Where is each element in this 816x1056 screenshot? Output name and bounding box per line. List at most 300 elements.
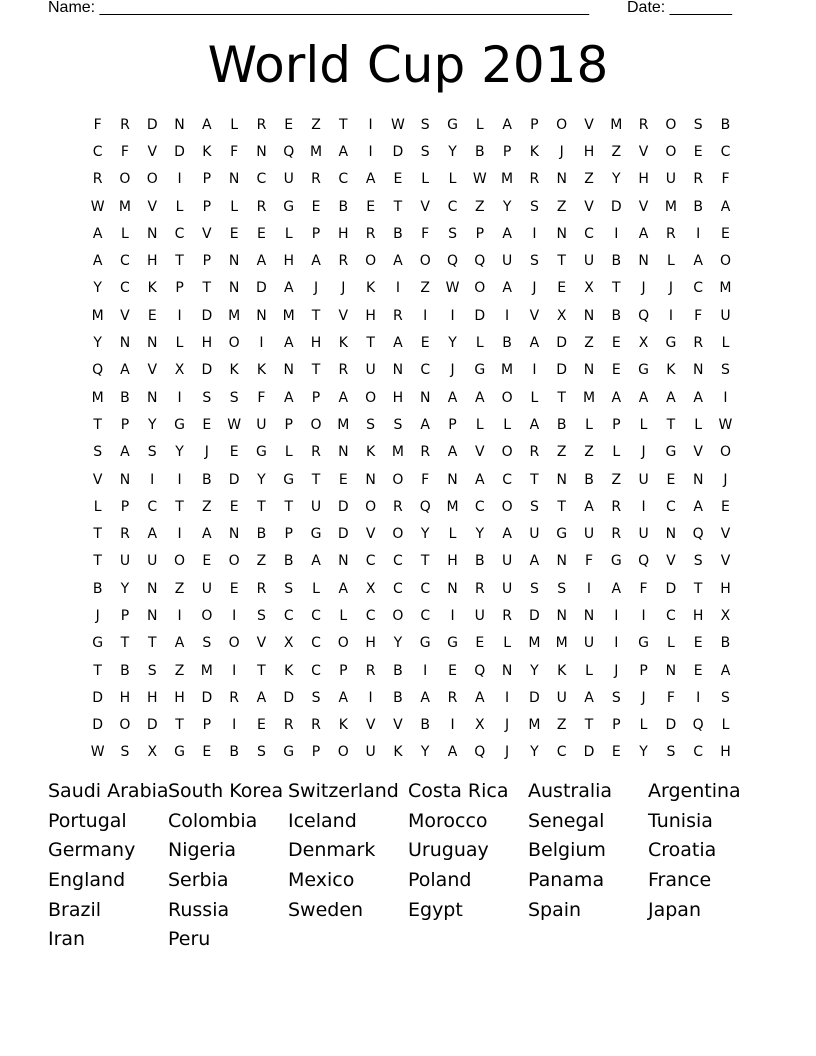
grid-letter[interactable]: S xyxy=(93,444,103,461)
grid-letter[interactable]: I xyxy=(150,471,155,488)
grid-letter[interactable]: C xyxy=(147,498,158,515)
grid-letter[interactable]: Y xyxy=(612,171,621,188)
grid-letter[interactable]: L xyxy=(448,171,457,188)
grid-letter[interactable]: R xyxy=(283,717,294,734)
grid-letter[interactable]: P xyxy=(530,116,539,133)
grid-letter[interactable]: N xyxy=(556,553,567,570)
grid-letter[interactable]: Y xyxy=(639,744,648,761)
grid-letter[interactable]: E xyxy=(666,471,676,488)
grid-letter[interactable]: Y xyxy=(257,471,266,488)
grid-letter[interactable]: B xyxy=(584,471,594,488)
grid-letter[interactable]: S xyxy=(366,416,376,433)
grid-letter[interactable]: Z xyxy=(584,444,594,461)
grid-letter[interactable]: B xyxy=(611,307,622,324)
grid-letter[interactable]: V xyxy=(120,307,130,324)
grid-letter[interactable]: J xyxy=(723,471,728,488)
grid-letter[interactable]: W xyxy=(390,116,405,133)
grid-letter[interactable]: M xyxy=(555,635,568,652)
grid-letter[interactable]: G xyxy=(610,553,622,570)
grid-letter[interactable]: D xyxy=(283,689,295,706)
grid-letter[interactable]: S xyxy=(529,580,539,597)
grid-letter[interactable]: T xyxy=(93,416,102,433)
grid-letter[interactable]: C xyxy=(365,607,376,624)
grid-letter[interactable]: T xyxy=(175,253,184,270)
grid-letter[interactable]: A xyxy=(693,498,703,515)
grid-letter[interactable]: K xyxy=(366,444,376,461)
grid-letter[interactable]: Q xyxy=(692,717,704,734)
grid-letter[interactable]: K xyxy=(229,362,239,379)
grid-letter[interactable]: A xyxy=(338,689,349,706)
grid-letter[interactable]: Z xyxy=(256,553,267,570)
grid-letter[interactable]: I xyxy=(232,662,237,679)
grid-letter[interactable]: D xyxy=(665,717,677,734)
grid-letter[interactable]: M xyxy=(200,662,213,679)
grid-letter[interactable]: A xyxy=(120,362,130,379)
grid-letter[interactable]: S xyxy=(721,362,730,379)
grid-letter[interactable]: R xyxy=(365,662,376,679)
grid-letter[interactable]: T xyxy=(557,498,566,515)
grid-letter[interactable]: N xyxy=(501,662,513,679)
grid-letter[interactable]: R xyxy=(420,444,431,461)
grid-letter[interactable]: A xyxy=(475,471,485,488)
grid-letter[interactable]: A xyxy=(147,526,158,543)
grid-letter[interactable]: A xyxy=(475,689,485,706)
grid-letter[interactable]: Y xyxy=(393,635,403,652)
grid-letter[interactable]: S xyxy=(311,689,321,706)
grid-letter[interactable]: K xyxy=(529,143,539,160)
grid-letter[interactable]: T xyxy=(530,471,539,488)
grid-letter[interactable]: P xyxy=(284,416,293,433)
grid-letter[interactable]: I xyxy=(532,362,537,379)
grid-letter[interactable]: J xyxy=(532,280,537,297)
grid-letter[interactable]: M xyxy=(391,444,404,461)
grid-letter[interactable]: M xyxy=(582,389,596,406)
grid-letter[interactable]: S xyxy=(529,198,539,215)
grid-letter[interactable]: R xyxy=(365,225,376,242)
grid-letter[interactable]: A xyxy=(611,389,622,406)
grid-letter[interactable]: A xyxy=(584,498,594,515)
grid-letter[interactable]: C xyxy=(447,198,458,215)
grid-letter[interactable]: J xyxy=(341,280,346,297)
grid-letter[interactable]: O xyxy=(719,444,731,461)
grid-letter[interactable]: O xyxy=(228,635,240,652)
grid-letter[interactable]: J xyxy=(505,717,510,734)
grid-letter[interactable]: E xyxy=(257,225,266,242)
grid-letter[interactable]: M xyxy=(118,198,131,215)
grid-letter[interactable]: Y xyxy=(93,335,102,352)
grid-letter[interactable]: A xyxy=(529,335,540,352)
grid-letter[interactable]: S xyxy=(202,389,212,406)
grid-letter[interactable]: G xyxy=(447,635,458,652)
grid-letter[interactable]: S xyxy=(120,744,130,761)
grid-letter[interactable]: B xyxy=(120,389,130,406)
grid-letter[interactable]: A xyxy=(256,689,267,706)
grid-letter[interactable]: V xyxy=(202,225,212,242)
grid-letter[interactable]: A xyxy=(529,553,540,570)
grid-letter[interactable]: V xyxy=(420,198,430,215)
grid-letter[interactable]: D xyxy=(174,143,185,160)
grid-letter[interactable]: A xyxy=(338,580,349,597)
grid-letter[interactable]: V xyxy=(92,471,103,488)
grid-letter[interactable]: R xyxy=(693,171,704,188)
grid-letter[interactable]: Z xyxy=(174,662,185,679)
grid-letter[interactable]: R xyxy=(447,689,458,706)
grid-letter[interactable]: T xyxy=(202,280,212,297)
grid-letter[interactable]: S xyxy=(256,607,266,624)
grid-letter[interactable]: L xyxy=(230,116,239,133)
grid-letter[interactable]: J xyxy=(450,362,455,379)
grid-letter[interactable]: A xyxy=(338,389,349,406)
grid-letter[interactable]: O xyxy=(365,498,377,515)
grid-letter[interactable]: A xyxy=(638,389,649,406)
grid-letter[interactable]: O xyxy=(392,471,404,488)
grid-letter[interactable]: V xyxy=(147,198,158,215)
grid-letter[interactable]: A xyxy=(92,253,103,270)
grid-letter[interactable]: A xyxy=(447,389,458,406)
grid-letter[interactable]: E xyxy=(611,362,621,379)
grid-letter[interactable]: P xyxy=(311,744,321,761)
grid-letter[interactable]: V xyxy=(693,444,703,461)
grid-letter[interactable]: N xyxy=(419,389,431,406)
grid-letter[interactable]: E xyxy=(202,416,212,433)
grid-letter[interactable]: C xyxy=(120,280,130,297)
grid-letter[interactable]: O xyxy=(419,253,431,270)
grid-letter[interactable]: I xyxy=(614,607,619,624)
grid-letter[interactable]: W xyxy=(718,416,733,433)
grid-letter[interactable]: S xyxy=(529,498,539,515)
grid-letter[interactable]: B xyxy=(556,416,567,433)
grid-letter[interactable]: L xyxy=(666,635,675,652)
grid-letter[interactable]: P xyxy=(448,416,457,433)
grid-letter[interactable]: B xyxy=(202,471,212,488)
grid-letter[interactable]: D xyxy=(665,580,677,597)
grid-letter[interactable]: C xyxy=(693,744,704,761)
grid-letter[interactable]: O xyxy=(665,116,677,133)
grid-letter[interactable]: R xyxy=(338,253,349,270)
grid-letter[interactable]: V xyxy=(720,526,731,543)
grid-letter[interactable]: S xyxy=(420,143,430,160)
grid-letter[interactable]: E xyxy=(693,662,703,679)
grid-letter[interactable]: A xyxy=(393,335,403,352)
grid-letter[interactable]: R xyxy=(338,362,349,379)
grid-letter[interactable]: E xyxy=(284,116,294,133)
grid-letter[interactable]: N xyxy=(583,607,595,624)
grid-letter[interactable]: E xyxy=(229,580,239,597)
grid-letter[interactable]: E xyxy=(229,498,239,515)
grid-letter[interactable]: A xyxy=(174,635,185,652)
grid-letter[interactable]: H xyxy=(638,171,649,188)
grid-letter[interactable]: T xyxy=(175,717,184,734)
grid-letter[interactable]: U xyxy=(310,498,322,515)
grid-letter[interactable]: A xyxy=(502,225,512,242)
grid-letter[interactable]: P xyxy=(202,198,212,215)
grid-letter[interactable]: E xyxy=(311,198,321,215)
grid-letter[interactable]: B xyxy=(393,662,403,679)
grid-letter[interactable]: N xyxy=(228,171,240,188)
grid-letter[interactable]: T xyxy=(666,416,676,433)
grid-letter[interactable]: B xyxy=(229,744,239,761)
grid-letter[interactable]: P xyxy=(339,662,348,679)
grid-letter[interactable]: C xyxy=(311,607,321,624)
grid-letter[interactable]: N xyxy=(583,362,595,379)
grid-letter[interactable]: D xyxy=(92,717,104,734)
grid-letter[interactable]: W xyxy=(227,416,242,433)
grid-letter[interactable]: I xyxy=(368,143,373,160)
grid-letter[interactable]: S xyxy=(529,253,539,270)
grid-letter[interactable]: X xyxy=(174,362,185,379)
grid-letter[interactable]: H xyxy=(392,389,404,406)
grid-letter[interactable]: W xyxy=(90,744,105,761)
grid-letter[interactable]: A xyxy=(256,253,267,270)
grid-letter[interactable]: O xyxy=(365,253,377,270)
grid-letter[interactable]: M xyxy=(91,389,104,406)
grid-letter[interactable]: U xyxy=(583,526,595,543)
grid-letter[interactable]: P xyxy=(175,280,184,297)
grid-letter[interactable]: X xyxy=(283,635,294,652)
grid-letter[interactable]: N xyxy=(228,526,240,543)
grid-letter[interactable]: N xyxy=(556,171,567,188)
grid-letter[interactable]: I xyxy=(614,635,619,652)
grid-letter[interactable]: K xyxy=(202,143,212,160)
grid-letter[interactable]: B xyxy=(475,143,485,160)
grid-letter[interactable]: Z xyxy=(475,198,485,215)
grid-letter[interactable]: H xyxy=(692,607,704,624)
grid-letter[interactable]: S xyxy=(229,389,239,406)
grid-letter[interactable]: M xyxy=(309,143,323,160)
grid-letter[interactable]: H xyxy=(174,689,185,706)
grid-letter[interactable]: C xyxy=(174,225,185,242)
grid-letter[interactable]: N xyxy=(283,362,294,379)
grid-letter[interactable]: E xyxy=(202,553,212,570)
grid-letter[interactable]: U xyxy=(474,607,485,624)
grid-letter[interactable]: K xyxy=(284,662,294,679)
grid-letter[interactable]: M xyxy=(446,498,459,515)
grid-letter[interactable]: G xyxy=(474,362,486,379)
grid-letter[interactable]: L xyxy=(312,580,320,597)
grid-letter[interactable]: C xyxy=(420,362,431,379)
grid-letter[interactable]: I xyxy=(641,498,646,515)
grid-letter[interactable]: U xyxy=(583,635,595,652)
grid-letter[interactable]: G xyxy=(174,416,185,433)
grid-letter[interactable]: Z xyxy=(556,444,567,461)
grid-letter[interactable]: Z xyxy=(420,280,430,297)
grid-letter[interactable]: Q xyxy=(92,362,104,379)
grid-letter[interactable]: I xyxy=(668,307,673,324)
grid-letter[interactable]: D xyxy=(201,689,213,706)
grid-letter[interactable]: F xyxy=(694,307,703,324)
grid-letter[interactable]: B xyxy=(256,526,267,543)
grid-letter[interactable]: A xyxy=(338,143,349,160)
grid-letter[interactable]: U xyxy=(556,689,567,706)
grid-letter[interactable]: C xyxy=(720,143,731,160)
grid-letter[interactable]: Q xyxy=(638,307,650,324)
grid-letter[interactable]: C xyxy=(338,171,349,188)
grid-letter[interactable]: A xyxy=(365,171,376,188)
grid-letter[interactable]: I xyxy=(177,607,182,624)
grid-letter[interactable]: V xyxy=(147,143,158,160)
grid-letter[interactable]: C xyxy=(502,471,512,488)
grid-letter[interactable]: A xyxy=(202,526,212,543)
grid-letter[interactable]: X xyxy=(638,335,649,352)
grid-letter[interactable]: L xyxy=(639,717,648,734)
grid-letter[interactable]: D xyxy=(556,335,568,352)
grid-letter[interactable]: M xyxy=(501,171,514,188)
grid-letter[interactable]: P xyxy=(120,607,130,624)
grid-letter[interactable]: H xyxy=(583,143,595,160)
grid-letter[interactable]: L xyxy=(121,225,129,242)
grid-letter[interactable]: O xyxy=(501,498,513,515)
grid-letter[interactable]: X xyxy=(584,280,594,297)
grid-letter[interactable]: U xyxy=(147,553,158,570)
grid-letter[interactable]: E xyxy=(257,717,266,734)
grid-letter[interactable]: E xyxy=(721,225,730,242)
grid-letter[interactable]: E xyxy=(202,744,212,761)
grid-letter[interactable]: T xyxy=(257,662,266,679)
grid-letter[interactable]: G xyxy=(283,198,295,215)
grid-letter[interactable]: V xyxy=(720,553,731,570)
grid-letter[interactable]: L xyxy=(230,198,239,215)
grid-letter[interactable]: V xyxy=(365,717,376,734)
grid-letter[interactable]: E xyxy=(693,143,703,160)
grid-letter[interactable]: N xyxy=(147,225,158,242)
grid-letter[interactable]: F xyxy=(666,689,675,706)
grid-letter[interactable]: D xyxy=(337,526,349,543)
grid-letter[interactable]: Q xyxy=(474,662,486,679)
grid-letter[interactable]: U xyxy=(638,471,649,488)
grid-letter[interactable]: Z xyxy=(611,471,622,488)
grid-letter[interactable]: B xyxy=(92,580,103,597)
grid-letter[interactable]: X xyxy=(556,307,567,324)
grid-letter[interactable]: B xyxy=(693,198,703,215)
grid-letter[interactable]: U xyxy=(283,171,294,188)
grid-letter[interactable]: E xyxy=(475,635,485,652)
grid-letter[interactable]: S xyxy=(393,416,403,433)
grid-letter[interactable]: I xyxy=(450,607,455,624)
grid-letter[interactable]: V xyxy=(584,116,594,133)
grid-letter[interactable]: P xyxy=(475,225,485,242)
grid-letter[interactable]: U xyxy=(201,580,212,597)
grid-letter[interactable]: I xyxy=(505,689,510,706)
grid-letter[interactable]: I xyxy=(177,171,182,188)
grid-letter[interactable]: J xyxy=(204,444,209,461)
grid-letter[interactable]: M xyxy=(228,307,241,324)
grid-letter[interactable]: O xyxy=(719,253,731,270)
grid-letter[interactable]: W xyxy=(445,280,460,297)
grid-letter[interactable]: F xyxy=(93,116,102,133)
grid-letter[interactable]: H xyxy=(201,335,213,352)
grid-letter[interactable]: U xyxy=(365,362,376,379)
grid-letter[interactable]: N xyxy=(447,471,458,488)
grid-letter[interactable]: A xyxy=(120,444,130,461)
grid-letter[interactable]: Q xyxy=(692,526,704,543)
grid-letter[interactable]: V xyxy=(147,362,158,379)
grid-letter[interactable]: G xyxy=(638,635,650,652)
grid-letter[interactable]: A xyxy=(720,198,731,215)
grid-letter[interactable]: T xyxy=(175,498,184,515)
grid-letter[interactable]: S xyxy=(666,744,676,761)
grid-letter[interactable]: M xyxy=(337,416,350,433)
grid-letter[interactable]: C xyxy=(693,280,704,297)
grid-letter[interactable]: C xyxy=(584,225,594,242)
grid-letter[interactable]: A xyxy=(584,689,594,706)
grid-letter[interactable]: L xyxy=(503,635,511,652)
grid-letter[interactable]: B xyxy=(338,198,349,215)
grid-letter[interactable]: I xyxy=(532,225,537,242)
grid-letter[interactable]: J xyxy=(641,280,646,297)
grid-letter[interactable]: R xyxy=(256,198,267,215)
grid-letter[interactable]: U xyxy=(365,744,376,761)
grid-letter[interactable]: R xyxy=(638,116,649,133)
grid-letter[interactable]: L xyxy=(721,335,730,352)
grid-letter[interactable]: I xyxy=(505,307,510,324)
grid-letter[interactable]: U xyxy=(119,553,131,570)
grid-letter[interactable]: H xyxy=(338,225,349,242)
grid-letter[interactable]: A xyxy=(447,444,458,461)
grid-letter[interactable]: B xyxy=(720,635,731,652)
grid-letter[interactable]: F xyxy=(120,143,129,160)
grid-letter[interactable]: M xyxy=(610,116,623,133)
grid-letter[interactable]: Z xyxy=(584,335,594,352)
grid-letter[interactable]: N xyxy=(692,362,704,379)
grid-letter[interactable]: A xyxy=(638,225,649,242)
grid-letter[interactable]: G xyxy=(665,444,677,461)
grid-letter[interactable]: Y xyxy=(448,143,457,160)
grid-letter[interactable]: T xyxy=(93,662,102,679)
grid-letter[interactable]: E xyxy=(366,198,376,215)
grid-letter[interactable]: E xyxy=(448,662,457,679)
grid-letter[interactable]: T xyxy=(311,471,321,488)
grid-letter[interactable]: R xyxy=(474,580,485,597)
grid-letter[interactable]: G xyxy=(310,526,322,543)
grid-letter[interactable]: B xyxy=(611,253,622,270)
grid-letter[interactable]: F xyxy=(421,225,430,242)
grid-letter[interactable]: J xyxy=(641,689,646,706)
grid-letter[interactable]: D xyxy=(529,689,540,706)
grid-letter[interactable]: U xyxy=(256,416,267,433)
grid-letter[interactable]: F xyxy=(584,553,594,570)
grid-letter[interactable]: R xyxy=(529,444,540,461)
grid-letter[interactable]: E xyxy=(147,307,157,324)
grid-letter[interactable]: U xyxy=(720,307,731,324)
grid-letter[interactable]: O xyxy=(665,143,677,160)
grid-letter[interactable]: P xyxy=(284,526,293,543)
grid-letter[interactable]: T xyxy=(147,635,157,652)
grid-letter[interactable]: D xyxy=(92,689,104,706)
grid-letter[interactable]: I xyxy=(614,225,619,242)
grid-letter[interactable]: M xyxy=(528,635,541,652)
grid-letter[interactable]: D xyxy=(610,198,622,215)
grid-letter[interactable]: L xyxy=(639,416,648,433)
grid-letter[interactable]: E xyxy=(611,744,621,761)
grid-letter[interactable]: I xyxy=(641,607,646,624)
grid-letter[interactable]: G xyxy=(283,471,295,488)
grid-letter[interactable]: I xyxy=(368,689,373,706)
grid-letter[interactable]: T xyxy=(366,335,375,352)
grid-letter[interactable]: A xyxy=(420,416,430,433)
grid-letter[interactable]: S xyxy=(284,580,294,597)
grid-letter[interactable]: A xyxy=(502,280,512,297)
grid-letter[interactable]: B xyxy=(283,553,294,570)
grid-letter[interactable]: A xyxy=(92,225,103,242)
grid-letter[interactable]: P xyxy=(120,498,130,515)
grid-letter[interactable]: R xyxy=(529,171,540,188)
grid-letter[interactable]: Y xyxy=(530,662,539,679)
grid-letter[interactable]: P xyxy=(202,717,212,734)
grid-letter[interactable]: U xyxy=(501,553,513,570)
grid-letter[interactable]: D xyxy=(228,471,240,488)
grid-letter[interactable]: R xyxy=(311,171,321,188)
grid-letter[interactable]: T xyxy=(557,253,566,270)
